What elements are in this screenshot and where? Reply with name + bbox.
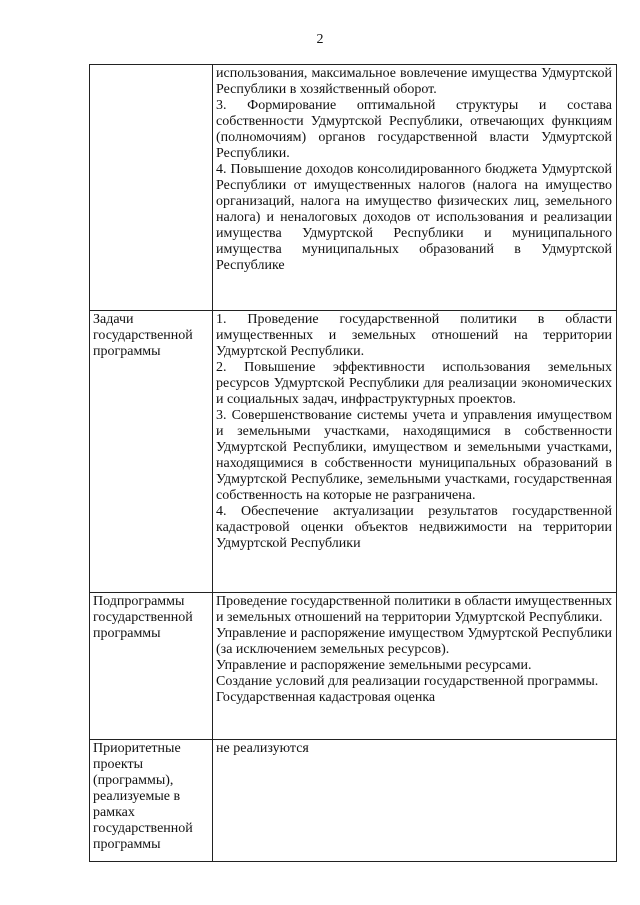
row-label: Задачи государственной программы bbox=[90, 311, 213, 593]
subprogram-paragraph: Управление и распоряжение земельными ресурсами. bbox=[216, 658, 532, 673]
goal-paragraph: использования, максимальное вовлечение имущества Удмуртской Республики в хозяйственный оборот. bbox=[216, 66, 612, 97]
task-paragraph: 4. Обеспечение актуализации результатов государственной кадастровой оценки объектов недвижимости на территории Удмуртской Республики bbox=[216, 504, 612, 551]
row-content bbox=[213, 740, 617, 862]
table-row-subprograms bbox=[90, 593, 617, 740]
table-row-tasks bbox=[90, 311, 617, 593]
subprogram-paragraph: Проведение государственной политики в области имущественных и земельных отношений на территории Удмуртской Республики. bbox=[216, 594, 612, 625]
goal-paragraph: 3. Формирование оптимальной структуры и состава собственности Удмуртской Республики, отвечающих функциям (полномочиям) органов государственной власти Удмуртской Республики. bbox=[216, 98, 612, 161]
program-passport-table bbox=[89, 64, 617, 862]
table-row-priority-projects bbox=[90, 740, 617, 862]
row-label: Подпрограммы государственной программы bbox=[90, 593, 213, 740]
project-paragraph: не реализуются bbox=[216, 741, 309, 756]
row-label bbox=[90, 65, 213, 311]
task-paragraph: 3. Совершенствование системы учета и управления имуществом и земельными участками, находящимися в собственности Удмуртской Республики, имуществом и земельными участками, находящимися в собственности муниципальных образований в Удмуртской Республике, земельными участками, государственная собственность на которые не разграничена. bbox=[216, 408, 612, 503]
subprogram-paragraph: Управление и распоряжение имуществом Удмуртской Республики (за исключением земельных ресурсов). bbox=[216, 626, 612, 657]
task-paragraph: 2. Повышение эффективности использования земельных ресурсов Удмуртской Республики для реализации экономических и социальных задач, инфраструктурных проектов. bbox=[216, 360, 612, 407]
table-row-goals-continuation bbox=[90, 65, 617, 311]
subprogram-paragraph: Создание условий для реализации государственной программы. bbox=[216, 674, 599, 689]
row-content bbox=[213, 65, 617, 311]
subprogram-paragraph: Государственная кадастровая оценка bbox=[216, 690, 436, 705]
task-paragraph: 1. Проведение государственной политики в области имущественных и земельных отношений на территории Удмуртской Республики. bbox=[216, 312, 612, 359]
row-content bbox=[213, 311, 617, 593]
page-number: 2 bbox=[316, 32, 324, 47]
row-content bbox=[213, 593, 617, 740]
row-label: Приоритетные проекты (программы), реализуемые в рамках государственной программы bbox=[90, 740, 213, 862]
goal-paragraph: 4. Повышение доходов консолидированного бюджета Удмуртской Республики от имущественных налогов (налога на имущество организаций, налога на имущество физических лиц, земельного налога) и неналоговых доходов от использования и реализации имущества Удмуртской Республики и муниципального имущества муниципальных образований в Удмуртской Республике bbox=[216, 162, 612, 273]
